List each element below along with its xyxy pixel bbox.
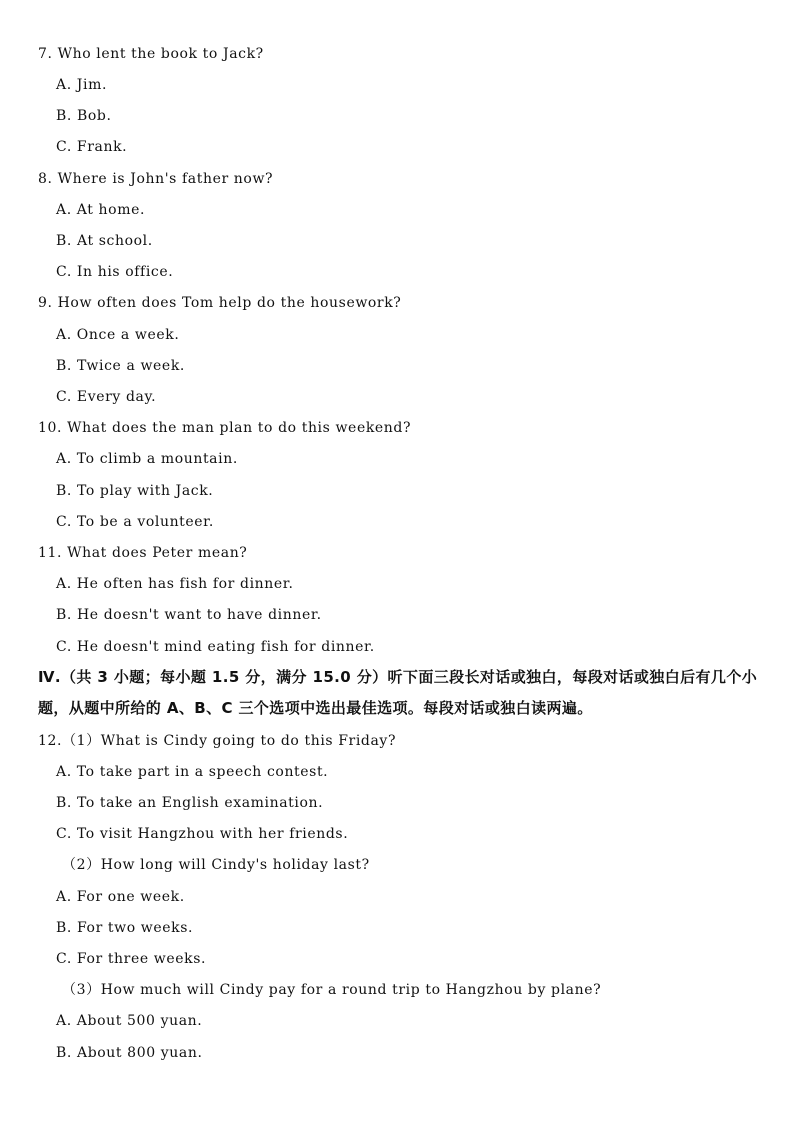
question-12-3-option-b: B. About 800 yuan. (56, 1045, 203, 1061)
question-7-option-b: B. Bob. (56, 108, 112, 124)
question-10-option-c: C. To be a volunteer. (56, 514, 214, 530)
question-9-option-b: B. Twice a week. (56, 358, 185, 374)
question-10-option-a: A. To climb a mountain. (56, 451, 238, 467)
question-7-stem: 7. Who lent the book to Jack? (38, 46, 264, 62)
question-12-3-stem: （3）How much will Cindy pay for a round trip to Hangzhou by plane? (62, 982, 602, 998)
question-9-option-a: A. Once a week. (56, 327, 180, 343)
question-9-stem: 9. How often does Tom help do the housework? (38, 295, 402, 311)
question-7-option-a: A. Jim. (56, 77, 108, 93)
question-10-option-b: B. To play with Jack. (56, 483, 214, 499)
question-11-stem: 11. What does Peter mean? (38, 545, 248, 561)
question-12-1-option-b: B. To take an English examination. (56, 795, 324, 811)
question-8-option-c: C. In his office. (56, 264, 174, 280)
question-12-1-option-a: A. To take part in a speech contest. (56, 764, 329, 780)
question-12-3-option-a: A. About 500 yuan. (56, 1013, 203, 1029)
question-7-option-c: C. Frank. (56, 139, 128, 155)
question-11-option-a: A. He often has fish for dinner. (56, 576, 294, 592)
question-10-stem: 10. What does the man plan to do this weekend? (38, 420, 412, 436)
question-12-2-stem: （2）How long will Cindy's holiday last? (62, 857, 370, 873)
question-12-2-option-a: A. For one week. (56, 889, 185, 905)
question-9-option-c: C. Every day. (56, 389, 157, 405)
question-12-1-option-c: C. To visit Hangzhou with her friends. (56, 826, 349, 842)
question-11-option-c: C. He doesn't mind eating fish for dinner. (56, 639, 375, 655)
question-8-stem: 8. Where is John's father now? (38, 171, 274, 187)
section-4-heading: Ⅳ.（共 3 小题；每小题 1.5 分，满分 15.0 分）听下面三段长对话或独白，每段对话或独白后有几个小题，从题中所给的 A、B、C 三个选项中选出最佳选项。每段对话或独白读两遍。 (38, 668, 758, 717)
question-12-2-option-b: B. For two weeks. (56, 920, 194, 936)
question-8-option-a: A. At home. (56, 202, 146, 218)
question-11-option-b: B. He doesn't want to have dinner. (56, 607, 322, 623)
question-12-stem: 12.（1）What is Cindy going to do this Friday? (38, 733, 397, 749)
question-12-2-option-c: C. For three weeks. (56, 951, 207, 967)
question-8-option-b: B. At school. (56, 233, 153, 249)
